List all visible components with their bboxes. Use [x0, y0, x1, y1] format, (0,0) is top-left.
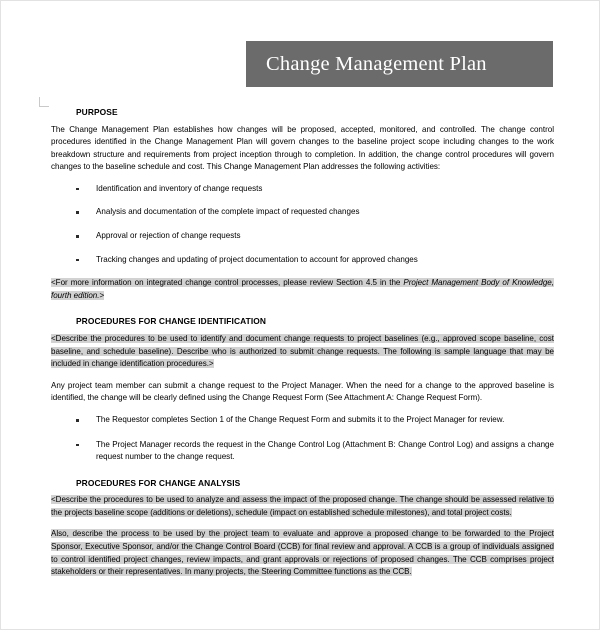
highlighted-text: <Describe the procedures to be used to identify and document change requests to project baselines (e.g., approved scope baseline, cost baseline, and schedule baseline). Describe who is authorized to submit change requests. The following is sample language that may be included in change identification procedures.>	[51, 333, 554, 369]
list-item: Identification and inventory of change requests	[51, 183, 554, 196]
section-purpose	[51, 107, 554, 302]
note-text-before: <For more information on integrated change control processes, please review Section 4.5 in the	[51, 278, 404, 288]
highlighted-text: <Describe the procedures to be used to analyze and assess the impact of the proposed change. The change should be assessed relative to the projects baseline scope (additions or deletions), schedule (impact on established schedule milestones), and total project costs.	[51, 495, 554, 517]
list-item: The Requestor completes Section 1 of the Change Request Form and submits it to the Project Manager for review.	[51, 414, 554, 427]
section-heading-change-identification: PROCEDURES FOR CHANGE IDENTIFICATION	[76, 316, 267, 327]
document-body	[51, 107, 554, 588]
change-identification-instruction	[51, 333, 554, 371]
purpose-paragraph: The Change Management Plan establishes how changes will be proposed, accepted, monitored, and controlled. The change control procedures identified in the Change Management Plan will govern changes to the baseline project scope including changes to the work breakdown structure and requirements from project inception through to completion. In addition, the change control procedures will govern changes to the baseline schedule and cost. This Change Management Plan addresses the following activities:	[51, 124, 554, 172]
margin-corner-mark	[39, 97, 49, 107]
highlighted-text: Also, describe the process to be used by the project team to evaluate and approve a proposed change to be forwarded to the Project Sponsor, Executive Sponsor, and/or the Change Control Board (CCB) for final review and approval. A CCB is a group of individuals assigned to control identified project changes, review impacts, and grant approvals or rejections of proposed changes. The CCB comprises project stakeholders or their representatives. In many projects, the Steering Committee functions as the CCB.	[51, 529, 554, 577]
purpose-reference-note	[51, 277, 554, 302]
change-analysis-instruction-2	[51, 528, 554, 578]
change-identification-bullet-list	[51, 414, 554, 464]
list-item: Analysis and documentation of the complete impact of requested changes	[51, 206, 554, 219]
list-item: Approval or rejection of change requests	[51, 230, 554, 243]
note-text-italic: Project Management Body of Knowledge, fourth edition.	[51, 278, 554, 300]
section-change-identification	[51, 316, 554, 463]
section-change-analysis	[51, 478, 554, 579]
purpose-bullet-list	[51, 183, 554, 266]
list-item: Tracking changes and updating of project documentation to account for approved changes	[51, 254, 554, 267]
section-heading-change-analysis: PROCEDURES FOR CHANGE ANALYSIS	[76, 477, 241, 488]
section-heading-purpose: PURPOSE	[76, 107, 118, 117]
note-text-after: >	[99, 290, 105, 300]
list-item: The Project Manager records the request in the Change Control Log (Attachment B: Change Control Log) and assigns a change request number to the change request.	[51, 439, 554, 464]
change-identification-paragraph: Any project team member can submit a change request to the Project Manager. When the need for a change to the approved baseline is identified, the change will be clearly defined using the Change Request Form (See Attachment A: Change Request Form).	[51, 380, 554, 403]
page-title: Change Management Plan	[266, 52, 487, 75]
document-title-banner	[246, 41, 553, 87]
change-analysis-instruction-1	[51, 494, 554, 519]
